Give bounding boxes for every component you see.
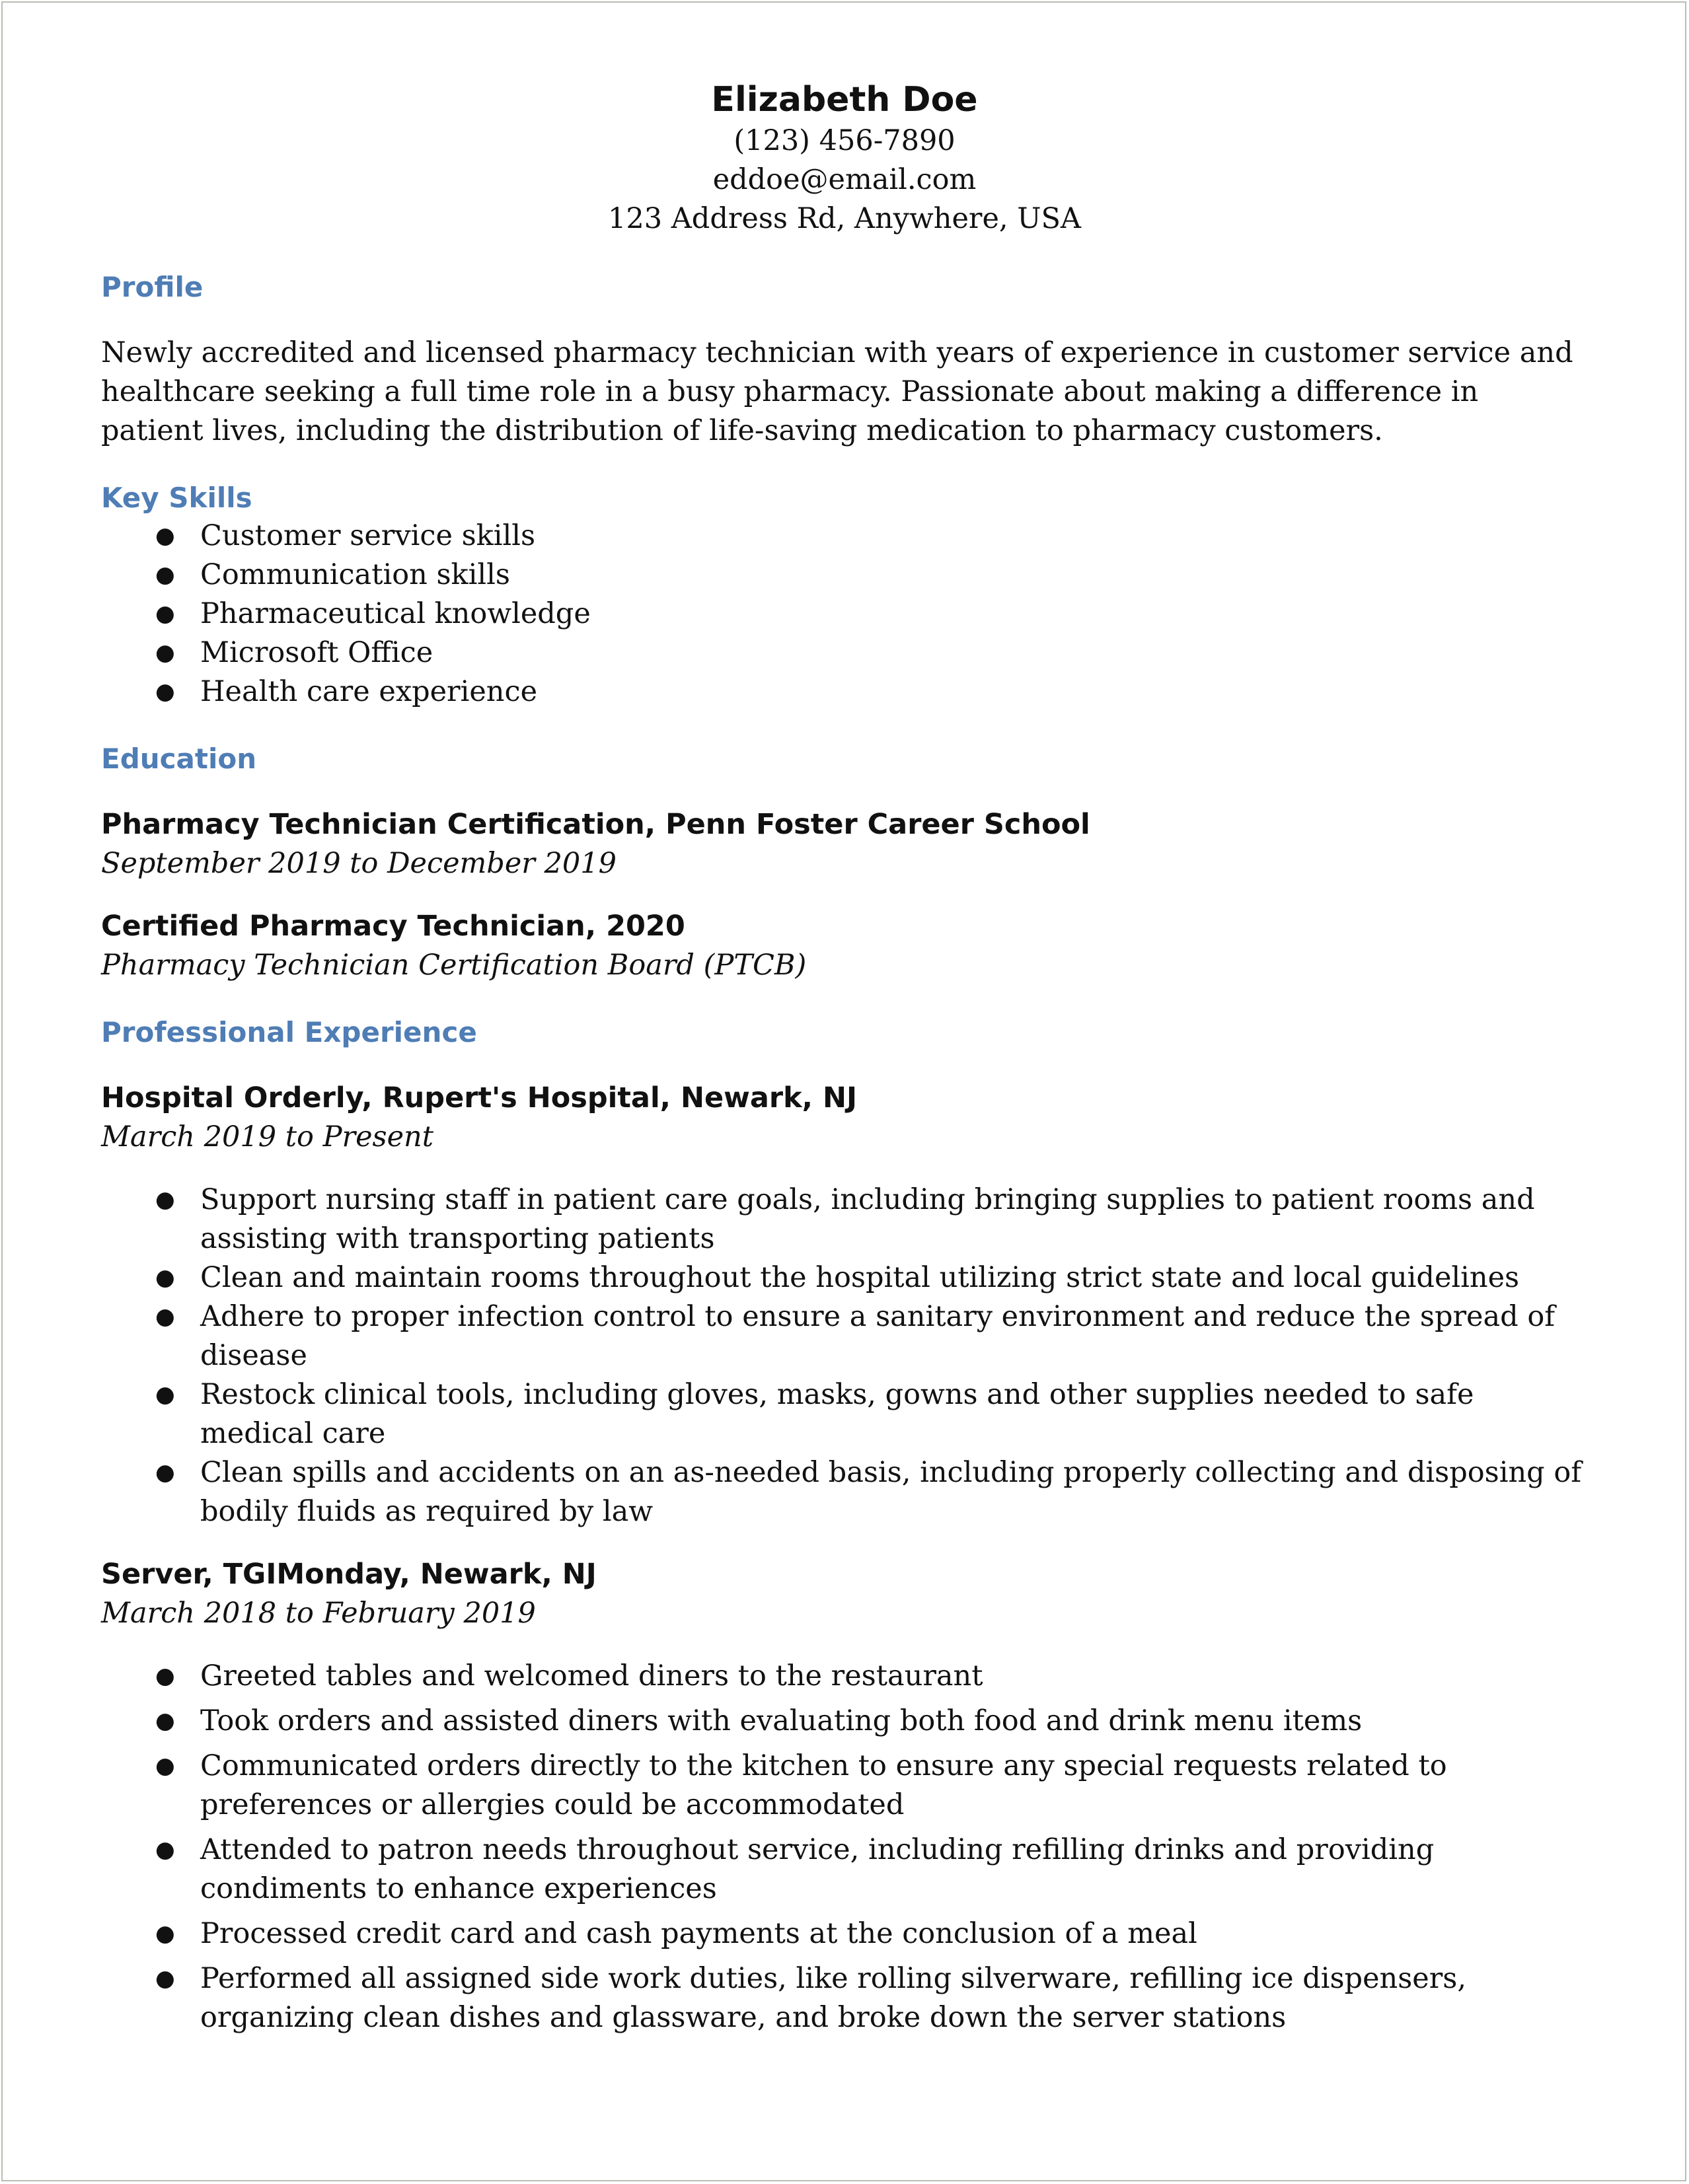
list-item: ● Clean spills and accidents on an as-needed basis, including properly collecting and disposing of bodily fluids as required by law bbox=[155, 1456, 1582, 1528]
list-item: ● Greeted tables and welcomed diners to the restaurant bbox=[155, 1659, 983, 1693]
list-item: ● Adhere to proper infection control to ensure a sanitary environment and reduce the spread of disease bbox=[155, 1300, 1556, 1372]
education-title: Certified Pharmacy Technician, 2020 bbox=[101, 910, 685, 943]
candidate-name: Elizabeth Doe bbox=[711, 80, 978, 120]
profile-heading: Profile bbox=[101, 271, 204, 303]
list-item: ● Pharmaceutical knowledge bbox=[155, 597, 591, 630]
list-item: ● Took orders and assisted diners with evaluating both food and drink menu items bbox=[155, 1704, 1363, 1737]
key-skills-heading: Key Skills bbox=[101, 482, 252, 514]
education-heading: Education bbox=[101, 743, 257, 775]
job-duties-list bbox=[101, 1181, 1588, 1531]
email-address: eddoe@email.com bbox=[712, 163, 977, 196]
job-dates: March 2018 to February 2019 bbox=[101, 1597, 536, 1630]
list-item: ● Communication skills bbox=[155, 558, 510, 591]
experience-heading: Professional Experience bbox=[101, 1016, 477, 1048]
resume-header bbox=[101, 78, 1588, 238]
list-item: ● Restock clinical tools, including gloves, masks, gowns and other supplies needed to safe medical care bbox=[155, 1378, 1474, 1450]
resume-page bbox=[101, 78, 1588, 2037]
job-duties-list bbox=[101, 1657, 1588, 2037]
list-item: ● Attended to patron needs throughout service, including refilling drinks and providing condiments to enhance experiences bbox=[155, 1833, 1435, 1905]
job-entry bbox=[101, 1079, 1588, 1531]
list-item: ● Performed all assigned side work duties, like rolling silverware, refilling ice dispensers, organizing clean dishes and glassware, and broke down the server stations bbox=[155, 1962, 1467, 2034]
postal-address: 123 Address Rd, Anywhere, USA bbox=[608, 202, 1081, 235]
list-item: ● Support nursing staff in patient care goals, including bringing supplies to patient rooms and assisting with transporting patients bbox=[155, 1183, 1535, 1255]
list-item: ● Processed credit card and cash payments at the conclusion of a meal bbox=[155, 1917, 1197, 1950]
job-title: Server, TGIMonday, Newark, NJ bbox=[101, 1558, 597, 1591]
list-item: ● Health care experience bbox=[155, 675, 538, 708]
job-title: Hospital Orderly, Rupert's Hospital, Newark, NJ bbox=[101, 1081, 857, 1114]
list-item: ● Clean and maintain rooms throughout the hospital utilizing strict state and local guidelines bbox=[155, 1261, 1520, 1294]
profile-text: Newly accredited and licensed pharmacy technician with years of experience in customer service and healthcare seeking a full time role in a busy pharmacy. Passionate about making a difference in patient lives, including the distribution of life-saving medication to pharmacy customers. bbox=[101, 336, 1573, 447]
key-skills-list bbox=[101, 517, 1588, 711]
phone-number: (123) 456-7890 bbox=[733, 124, 956, 157]
education-title: Pharmacy Technician Certification, Penn Foster Career School bbox=[101, 808, 1090, 841]
list-item: ● Communicated orders directly to the kitchen to ensure any special requests related to preferences or allergies could be accommodated bbox=[155, 1749, 1447, 1821]
education-entry bbox=[101, 805, 1588, 883]
list-item: ● Customer service skills bbox=[155, 519, 536, 552]
education-issuer: Pharmacy Technician Certification Board (PTCB) bbox=[101, 949, 807, 982]
education-entry bbox=[101, 907, 1588, 985]
education-dates: September 2019 to December 2019 bbox=[101, 847, 617, 880]
list-item: ● Microsoft Office bbox=[155, 636, 433, 669]
job-dates: March 2019 to Present bbox=[101, 1120, 434, 1153]
job-entry bbox=[101, 1555, 1588, 2037]
